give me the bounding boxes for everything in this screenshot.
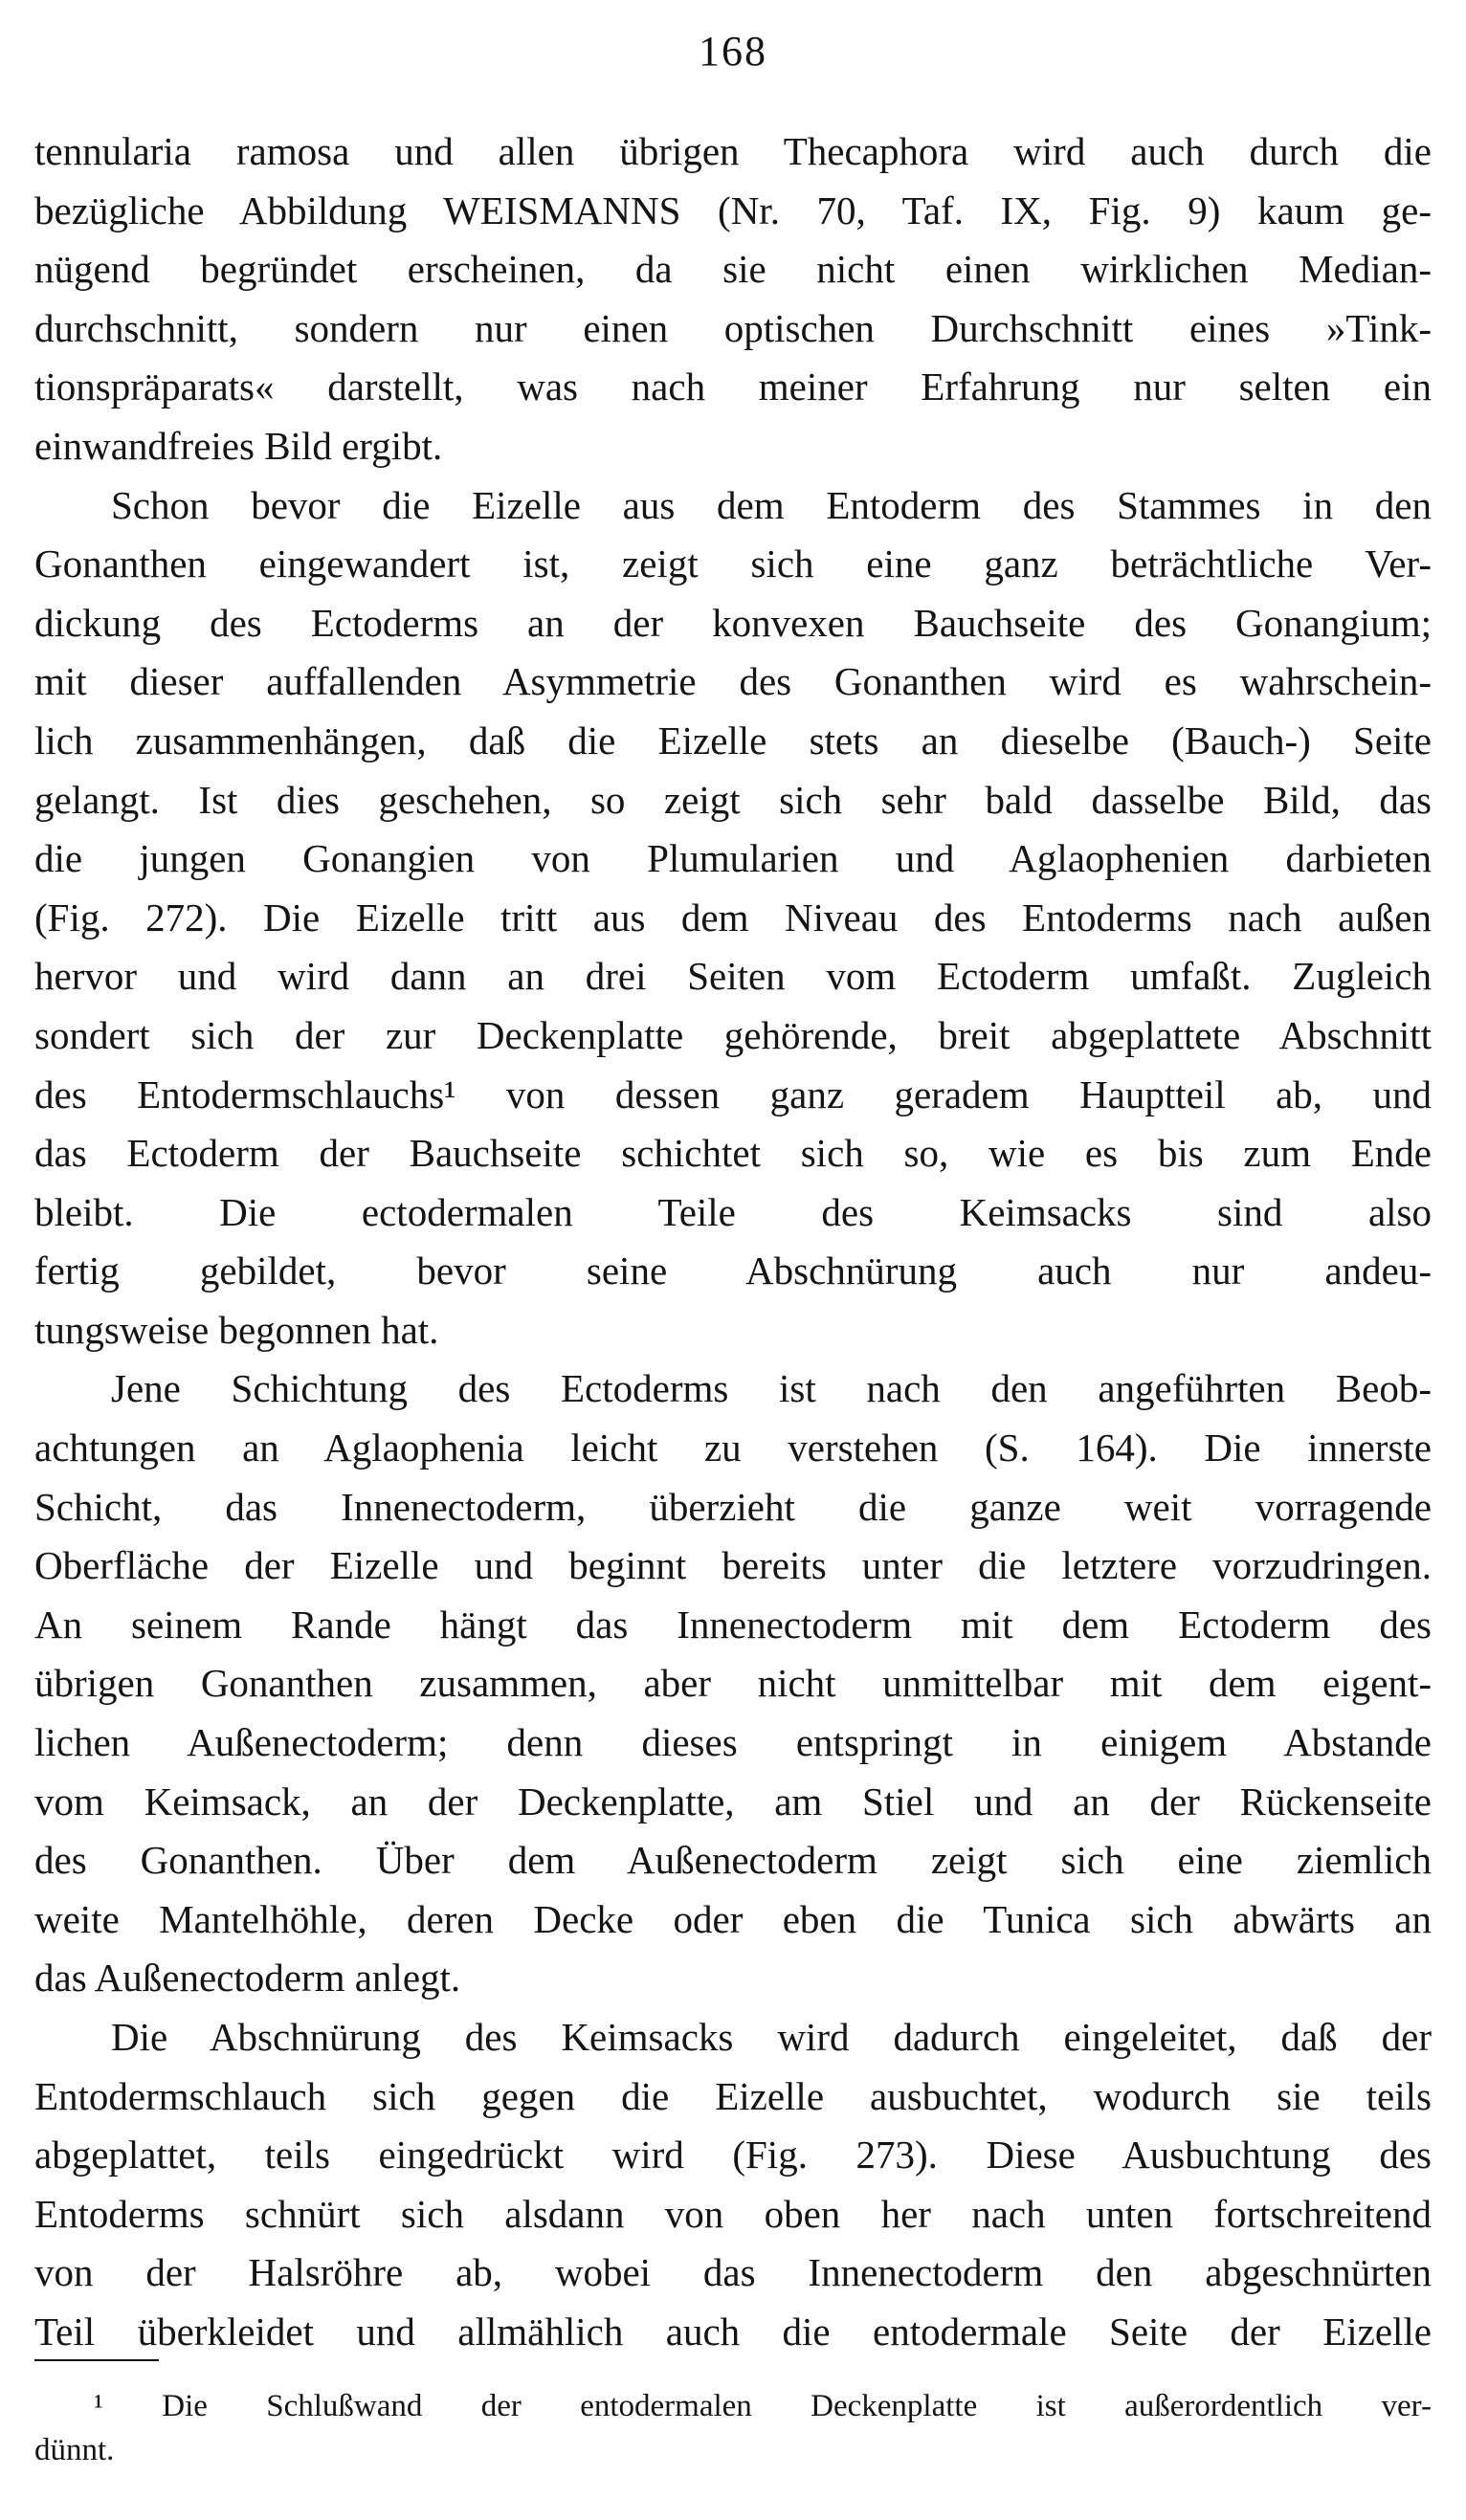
text-line: weite Mantelhöhle, deren Decke oder eben die Tunica sich abwärts an: [34, 1896, 1432, 1941]
text-line: das Ectoderm der Bauchseite schichtet sich so, wie es bis zum Ende: [34, 1131, 1432, 1176]
text-line: übrigen Gonanthen zusammen, aber nicht unmittelbar mit dem eigent-: [34, 1661, 1432, 1706]
text-line: tionspräparats« darstellt, was nach meiner Erfahrung nur selten ein: [34, 365, 1432, 409]
text-line: Oberfläche der Eizelle und beginnt bereits unter die letztere vorzudringen.: [34, 1543, 1432, 1588]
text-line: lich zusammenhängen, daß die Eizelle stets an dieselbe (Bauch-) Seite: [34, 718, 1432, 763]
footnote-line: ¹ Die Schlußwand der entodermalen Deckenplatte ist außerordentlich ver-: [94, 2389, 1432, 2423]
text-line: Jene Schichtung des Ectoderms ist nach den angeführten Beob-: [111, 1366, 1432, 1411]
text-line: Die Abschnürung des Keimsacks wird dadurch eingeleitet, daß der: [111, 2015, 1432, 2059]
text-line: die jungen Gonangien von Plumularien und Aglaophenien darbieten: [34, 836, 1432, 881]
text-line: Teil überkleidet und allmählich auch die entodermale Seite der Eizelle: [34, 2309, 1432, 2354]
text-line: abgeplattet, teils eingedrückt wird (Fig. 273). Diese Ausbuchtung des: [34, 2133, 1432, 2177]
text-line: vom Keimsack, an der Deckenplatte, am Stiel und an der Rückenseite: [34, 1779, 1432, 1824]
text-line: fertig gebildet, bevor seine Abschnürung auch nur andeu-: [34, 1249, 1432, 1293]
text-line: Schicht, das Innenectoderm, überzieht die ganze weit vorragende: [34, 1484, 1432, 1529]
text-line: lichen Außenectoderm; denn dieses entspringt in einigem Abstande: [34, 1720, 1432, 1765]
text-line: des Entodermschlauchs¹ von dessen ganz geradem Hauptteil ab, und: [34, 1072, 1432, 1116]
text-line: bezügliche Abbildung WEISMANNS (Nr. 70, Taf. IX, Fig. 9) kaum ge-: [34, 188, 1432, 232]
paragraph-4: [34, 2008, 1432, 2362]
text-line: Gonanthen eingewandert ist, zeigt sich eine ganz beträchtliche Ver-: [34, 542, 1432, 586]
text-line: einwandfreies Bild ergibt.: [34, 423, 443, 468]
text-line: An seinem Rande hängt das Innenectoderm mit dem Ectoderm des: [34, 1602, 1432, 1647]
text-line: sondert sich der zur Deckenplatte gehörende, breit abgeplattete Abschnitt: [34, 1012, 1432, 1057]
text-line: Entodermschlauch sich gegen die Eizelle ausbuchtet, wodurch sie teils: [34, 2073, 1432, 2118]
text-line: durchschnitt, sondern nur einen optischen Durchschnitt eines »Tink-: [34, 305, 1432, 350]
text-line: (Fig. 272). Die Eizelle tritt aus dem Niveau des Entoderms nach außen: [34, 895, 1432, 939]
text-line: achtungen an Aglaophenia leicht zu verstehen (S. 164). Die innerste: [34, 1426, 1432, 1470]
text-line: von der Halsröhre ab, wobei das Innenectoderm den abgeschnürten: [34, 2250, 1432, 2295]
text-line: nügend begründet erscheinen, da sie nicht einen wirklichen Median-: [34, 247, 1432, 292]
text-line: tennularia ramosa und allen übrigen Thecaphora wird auch durch die: [34, 129, 1432, 173]
text-line: bleibt. Die ectodermalen Teile des Keimsacks sind also: [34, 1189, 1432, 1234]
body-text: [34, 122, 1432, 2362]
paragraph-3: [34, 1359, 1432, 2008]
text-line: des Gonanthen. Über dem Außenectoderm zeigt sich eine ziemlich: [34, 1838, 1432, 1883]
text-line: tungsweise begonnen hat.: [34, 1307, 439, 1352]
text-line: hervor und wird dann an drei Seiten vom Ectoderm umfaßt. Zugleich: [34, 954, 1432, 999]
text-line: mit dieser auffallenden Asymmetrie des Gonanthen wird es wahrschein-: [34, 659, 1432, 704]
paragraph-1: [34, 122, 1432, 476]
paragraph-2: [34, 476, 1432, 1360]
footnote: [34, 2384, 1432, 2472]
text-line: dickung des Ectoderms an der konvexen Bauchseite des Gonangium;: [34, 600, 1432, 645]
footnote-divider: [34, 2359, 159, 2361]
text-line: gelangt. Ist dies geschehen, so zeigt sich sehr bald dasselbe Bild, das: [34, 777, 1432, 822]
text-line: Schon bevor die Eizelle aus dem Entoderm des Stammes in den: [111, 482, 1432, 527]
footnote-line: dünnt.: [34, 2433, 115, 2467]
page-number: 168: [699, 28, 767, 75]
text-line: Entoderms schnürt sich alsdann von oben her nach unten fortschreitend: [34, 2191, 1432, 2236]
text-line: das Außenectoderm anlegt.: [34, 1956, 461, 2001]
